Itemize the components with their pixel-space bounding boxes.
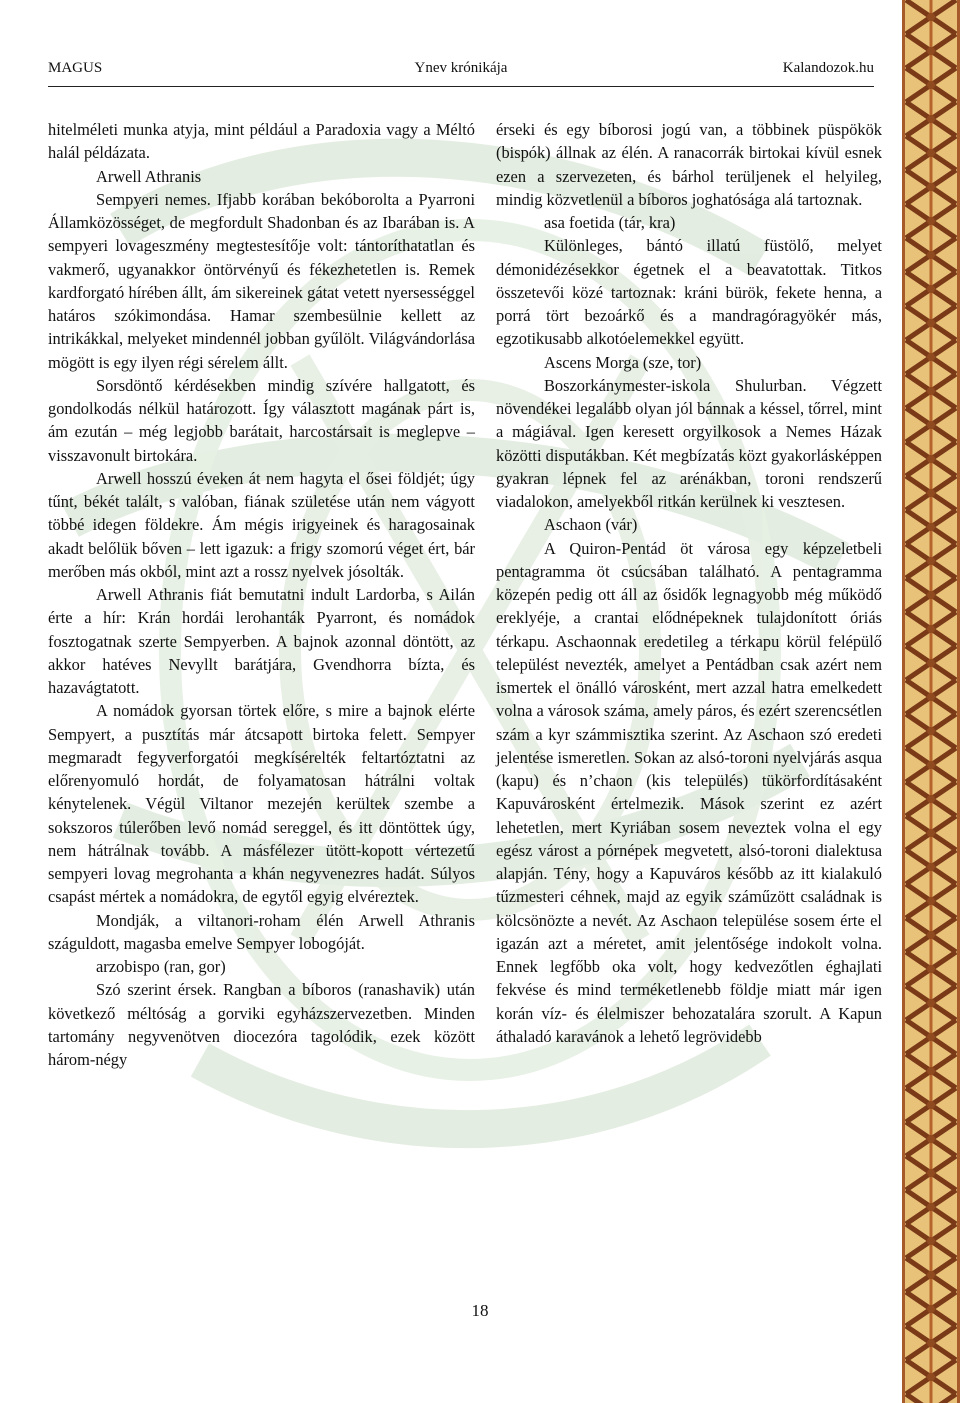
paragraph: Különleges, bántó illatú füstölő, melyet démonidézésekkor égetnek el a beavatottak. Titkos összetevői közé tartoznak: kráni bürök, fekete henna, a porrá tört bezoárkő és a mandragóragyökér más, egzotikusabb alkotóelemekkel együtt. xyxy=(496,236,882,349)
paragraph: A nomádok gyorsan törtek előre, s mire a bajnok elérte Sempyert, a pusztítás már átcsapott birtoka felett. Sempyer megmaradt fegyverforgatói megkísérelték feltartóztatni az előrenyomuló hordát, de folyamatosan hátrálni voltak kénytelenek. Végül Viltanor mezején kerültek szembe a sokszoros túlerőben levő nomád sereggel, és itt döntöttek úgy, nem hátrálnak tovább. A másfélezer ütött-kopott vértezetű sempyeri lovag megrohanta a khán negyvenezres hadát. Súlyos csapást mértek a nomádokra, de egytől egyig elvéreztek. xyxy=(48,701,475,907)
paragraph: Arwell hosszú éveken át nem hagyta el ősei földjét; úgy tűnt, békét talált, s valóban, fiának születése után nem vágyott többé idegen földekre. Ám mégis irigyeinek és haragosainak akadt belőlük bőven – lett igazuk: a frigy szomorú véget ért, bár merőben más okból, mint azt a rossz nyelvek jósolták. xyxy=(48,468,475,581)
paragraph: A Quiron-Pentád öt városa egy képzeletbeli pentagramma öt csúcsában található. A pentagramma közepén pedig ott áll az ősidők legnagyobb még működő ereklyéje, a crantai elődnépeknek tulajdonított óriás térkapu. Aschaonnak eredetileg a térkapu körül felépülő települést nevezték, amelyet a Pentádban csak azért nem ismertek el önálló városként, mert azzal hatra emelkedett volna a városok száma, amely páros, és ezért szerencsétlen szám a kyr számmisztika szerint. Az Aschaon szó eredeti jelentése ismeretlen. Sokan az alsó-toroni nyelvjárás asqua (kapu) és n’chaon (kis település) tükörfordításaként Kapuvárosként értelmezik. Mások szerint ez azért lehetetlen, mert Kyriában sosem neveztek volna el egy egész várost a pórnépek megvetett, alsó-toroni dialektusa alapján. Tény, hogy a Kapuváros később az itt kialakuló tűzmesteri céhnek, majd az egyik száműzött családnak is kölcsönözte a nevét. Az Aschaon települése sosem érte el igazán azt a méretet, amit jelentősége indokolt volna. Ennek legfőbb oka volt, hogy kedvezőtlen éghajlati fekvése és mind terméketlenebb földje miatt már igen korán víz- és élelmiszer behozatalára szorult. A Kapun áthaladó karavánok a lehető legrövidebb xyxy=(496,538,882,1046)
page-number: 18 xyxy=(471,1301,489,1320)
entry-heading: arzobispo (ran, gor) xyxy=(96,957,226,976)
entry-heading: Arwell Athranis xyxy=(96,166,202,186)
decorative-border xyxy=(902,0,960,1403)
running-header xyxy=(48,60,874,82)
paragraph: Arwell Athranis fiát bemutatni indult Lardorba, s Ailán érte a hír: Krán hordái lerohanták Pyarront, és nomádok fosztogatnak szerte Sempyerben. A bajnok azonnal döntött, az akkor hatéves Nevyllt barátjára, Gvendhorra bízta, és hazavágtatott. xyxy=(48,585,475,697)
entry-heading: Aschaon (vár) xyxy=(544,515,638,535)
paragraph: Boszorkánymester-iskola Shulurban. Végzett növendékei legalább olyan jól bánnak a késsel, tőrrel, mint a mágiával. Igen keresett orgyilkosok a Nemes Házak közötti disputákban. Két megbízatás közt gyakorlásképpen gyakran lépnek fel az arénákban, toroni rendszerű viadalokon, amelyekből ritkán kerülnek ki vesztesen. xyxy=(496,375,882,511)
header-right: Kalandozok.hu xyxy=(782,60,874,76)
header-rule xyxy=(48,86,874,87)
entry-heading: asa foetida (tár, kra) xyxy=(544,213,676,232)
header-left: MAGUS xyxy=(48,60,103,76)
paragraph: hitelméleti munka atyja, mint például a Paradoxia vagy a Méltó halál példázata. xyxy=(48,120,475,163)
paragraph: Sempyeri nemes. Ifjabb korában bekóborolta a Pyarroni Államközösséget, de megfordult Shadonban és az Ibarában is. A sempyeri lovageszmény megtestesítője volt: tántoríthatatlan és vakmerő, ugyanakkor öntörvényű és fékezhetetlen is. Remek kardforgató hírében állt, ám sikereinek gátat vetett nyersességgel határos szókimondása. Hamar szembesülnie kellett az intrikákkal, melyeket mindennél jobban gyűlölt. Világvándorlása mögött is egy ilyen régi sérelem állt. xyxy=(48,189,475,372)
right-column xyxy=(496,118,882,1048)
entry-heading: Ascens Morga (sze, tor) xyxy=(544,352,702,372)
paragraph: Szó szerint érsek. Rangban a bíboros (ranashavik) után következő méltóság a gorviki egyházszervezetben. Minden tartomány negyvenötven diocezóra tagolódik, ezek között három-négy xyxy=(48,980,475,1069)
paragraph: Sorsdöntő kérdésekben mindig szívére hallgatott, és gondolkodás nélkül határozott. Így választott magának párt is, ám ezután – még legjobb barátait, harcostársait is meglepve – visszavonult birtokára. xyxy=(48,375,475,465)
paragraph: érseki és egy bíborosi jogú van, a többinek püspökök (bispók) állnak az élén. A ranacorrák birtokai kívül esnek ezen a szervezeten, és bárhol terüljenek el helyileg, mindig közvetlenül a bíboros joghatósága alá tartoznak. xyxy=(496,120,882,209)
left-column xyxy=(48,118,475,1071)
header-center: Ynev krónikája xyxy=(414,60,508,76)
paragraph: Mondják, a viltanori-roham élén Arwell Athranis száguldott, magasba emelve Sempyer lobogóját. xyxy=(48,910,475,953)
